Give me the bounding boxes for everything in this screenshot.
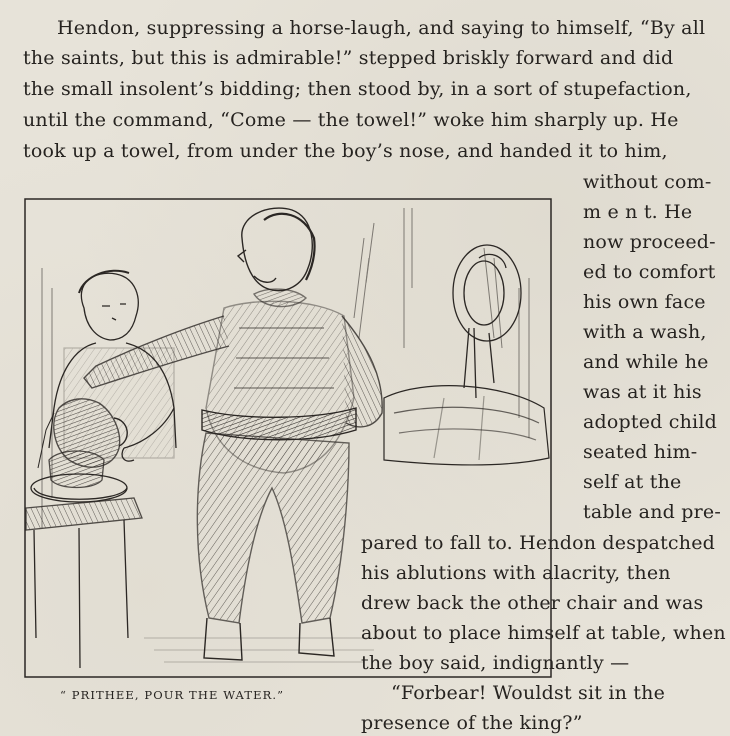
text-line: took up a towel, from under the boy’s nose, and handed it to him,: [23, 140, 668, 162]
illustration-caption: “ PRITHEE, POUR THE WATER.”: [60, 688, 285, 702]
text-line: his ablutions with alacrity, then: [361, 562, 671, 584]
hat-sketch: [453, 245, 521, 398]
text-line: his own face: [583, 291, 706, 313]
text-line: Hendon, suppressing a horse-laugh, and saying to himself, “By all: [57, 17, 706, 39]
text-line: adopted child: [583, 411, 717, 433]
text-line: the saints, but this is admirable!” stepped briskly forward and did: [23, 47, 674, 69]
text-line: was at it his: [583, 381, 702, 403]
engraving-illustration: [24, 198, 552, 678]
text-line: the boy said, indignantly —: [361, 652, 630, 674]
text-line: with a wash,: [583, 321, 707, 343]
text-line: pared to fall to. Hendon despatched: [361, 532, 716, 554]
text-line: without com-: [583, 171, 712, 193]
text-line: table and pre-: [583, 501, 721, 523]
bed-sketch: [384, 386, 549, 465]
text-line: “Forbear! Wouldst sit in the: [391, 682, 666, 704]
text-line: m e n t. He: [583, 201, 693, 223]
text-line: now proceed-: [583, 231, 716, 253]
text-line: presence of the king?”: [361, 712, 583, 734]
text-line: the small insolent’s bidding; then stood by, in a sort of stupefaction,: [23, 78, 692, 100]
text-line: until the command, “Come — the towel!” woke him sharply up. He: [23, 109, 679, 131]
table-sketch: [26, 451, 142, 668]
text-line: drew back the other chair and was: [361, 592, 704, 614]
text-line: seated him-: [583, 441, 698, 463]
text-line: self at the: [583, 471, 682, 493]
text-line: and while he: [583, 351, 709, 373]
text-line: ed to comfort: [583, 261, 716, 283]
text-line: about to place himself at table, when: [361, 622, 726, 644]
